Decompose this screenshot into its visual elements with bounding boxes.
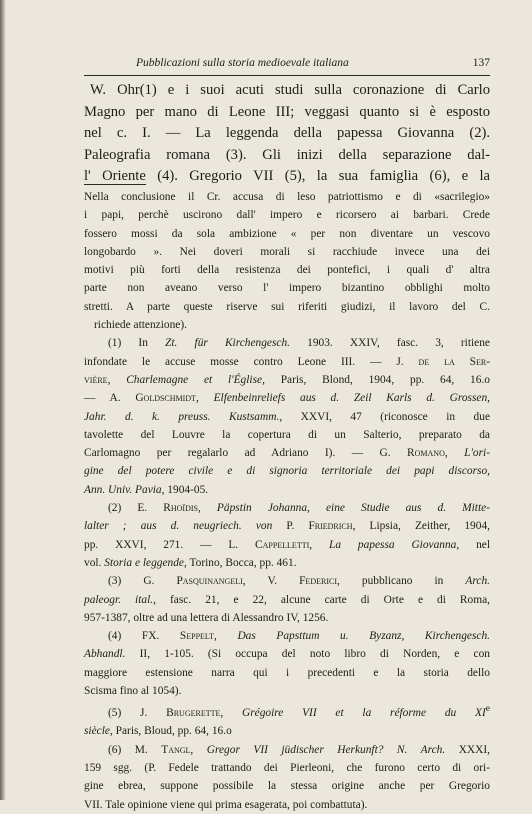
note-line: tavolette del Louvre la copertura di un Salterio, preparato da bbox=[84, 428, 490, 441]
note-text: XXXI, bbox=[445, 743, 491, 756]
author-name: Seppelt bbox=[179, 630, 214, 643]
note-line bbox=[84, 536, 490, 554]
note-line: parte non aveano verso l' impero bizantino obblighi molto bbox=[84, 282, 490, 295]
note-line: longobardo ». Nei doveri morali si racchiude invece una dei bbox=[84, 245, 490, 258]
author-name: Friedrich bbox=[308, 520, 353, 533]
note-text: (5) J. bbox=[108, 707, 167, 720]
note-text: , bbox=[190, 743, 207, 756]
note-text: 1903. XXIV, fasc. 3, ritiene bbox=[290, 337, 490, 350]
note-line bbox=[84, 353, 490, 371]
running-title: Pubblicazioni sulla storia medioevale italiana bbox=[136, 57, 349, 69]
citation-title: Zt. für Kirchengesch. bbox=[165, 337, 291, 350]
author-name: Goldschmidt bbox=[135, 392, 196, 405]
note-line bbox=[84, 554, 490, 572]
note-line: Nella conclusione il Cr. accusa di leso patriottismo e di «sacrilegio» bbox=[84, 191, 490, 203]
note-text: (2) E. bbox=[108, 502, 164, 515]
author-name: de la Ser- bbox=[418, 355, 491, 368]
author-name: Tangl bbox=[161, 743, 191, 756]
citation-title: L'ori- bbox=[464, 447, 491, 460]
note-line: 957-1387, oltre ad una lettera di Alessandro IV, 1256. bbox=[84, 611, 329, 624]
page-number: 137 bbox=[472, 57, 490, 69]
note-text: II, 1-105. (Si occupa del noto libro di Norden, e con bbox=[125, 648, 490, 661]
footnote-2 bbox=[84, 499, 490, 572]
footnotes bbox=[84, 188, 490, 814]
footnote-1 bbox=[84, 334, 490, 499]
note-text: , V. bbox=[242, 575, 300, 588]
note-line bbox=[84, 591, 490, 609]
note-line bbox=[84, 408, 490, 426]
citation-title: Grégoire VII et la réforme du XI bbox=[242, 707, 486, 720]
superscript: e bbox=[485, 704, 490, 715]
note-text: , bbox=[309, 538, 329, 551]
note-line bbox=[84, 741, 490, 759]
footnote-continuation bbox=[84, 188, 490, 334]
citation-title: Abhandl. bbox=[84, 648, 126, 661]
note-line: gine ebrea, suppone possibile la stessa origine anche per Gregorio bbox=[84, 780, 490, 793]
footnote-4 bbox=[84, 627, 490, 700]
note-line: Scisma fino al 1054). bbox=[84, 685, 182, 698]
note-line bbox=[84, 499, 490, 517]
note-line: motivi più forti della resistenza dei pontefici, i quali d' altra bbox=[84, 264, 490, 277]
citation-title: Gregor VII jüdischer Herkunft? N. Arch. bbox=[206, 743, 446, 756]
note-line bbox=[84, 481, 490, 499]
note-line bbox=[84, 722, 490, 740]
note-text: vol. bbox=[84, 556, 105, 569]
note-line bbox=[84, 334, 490, 352]
note-text: , bbox=[107, 373, 127, 386]
note-line bbox=[84, 572, 490, 590]
note-text: , Lipsia, Zeither, 1904, bbox=[352, 520, 490, 533]
note-text: , Torino, Bocca, pp. 461. bbox=[183, 556, 297, 569]
note-line bbox=[84, 517, 490, 535]
footnote-5 bbox=[84, 700, 490, 740]
note-text: Carlomagno per regalarlo ad Adriano I). — G. bbox=[84, 447, 408, 460]
main-line: Magno per mano di Leone III; veggasi quanto si è esposto bbox=[84, 103, 490, 120]
note-line bbox=[84, 627, 490, 645]
author-name: Pasquinangeli bbox=[176, 575, 243, 588]
note-text: , fasc. 21, e 22, alcune carte di Orte e di Roma, bbox=[153, 593, 490, 606]
main-line: Paleografia romana (3). Gli inizi della separazione dal- bbox=[84, 146, 490, 163]
author-name: Romano bbox=[407, 447, 445, 460]
note-line: VII. Tale opinione viene qui prima esagerata, poi combattuta). bbox=[84, 798, 368, 811]
note-text: P. bbox=[272, 520, 309, 533]
citation-title: Ann. Univ. Pavia bbox=[84, 483, 162, 496]
page-binding-edge bbox=[0, 0, 6, 800]
footnote-separator bbox=[84, 184, 146, 185]
citation-title: Das Papsttum u. Byzanz, Kirchengesch. bbox=[237, 630, 490, 643]
citation-title: Päpstin Johanna, eine Studie aus d. Mitte- bbox=[216, 502, 490, 515]
note-line bbox=[84, 645, 490, 663]
note-text: , bbox=[195, 392, 214, 405]
running-header bbox=[84, 57, 490, 76]
footnote-6 bbox=[84, 741, 490, 814]
note-text: nel bbox=[459, 538, 490, 551]
citation-title: paleogr. ital. bbox=[84, 593, 154, 606]
author-name: Brugerette bbox=[166, 707, 221, 720]
footnote-3 bbox=[84, 572, 490, 627]
main-line: l' Oriente (4). Gregorio VII (5), la sua famiglia (6), e la bbox=[84, 168, 490, 184]
note-text: (1) In bbox=[108, 337, 166, 350]
citation-title: lalter ; aus d. neugriech. von bbox=[84, 520, 273, 533]
citation-title: gine del potere civile e di signoria territoriale dei papi discorso, bbox=[84, 465, 490, 478]
note-text: , 1904-05. bbox=[161, 483, 209, 496]
citation-title: Charlemagne et l'Église bbox=[126, 373, 263, 386]
note-line: 159 sgg. (P. Fedele trattando dei Pierleoni, che furono certo di ori- bbox=[84, 762, 490, 774]
author-name: Rhoïdis bbox=[163, 502, 198, 515]
note-text: (3) G. bbox=[108, 575, 177, 588]
note-text: (4) FX. bbox=[108, 630, 180, 643]
citation-title: Jahr. d. k. preuss. Kustsamm. bbox=[84, 410, 280, 423]
citation-title: Storia e leggende bbox=[104, 556, 184, 569]
note-text: , pubblicano in bbox=[336, 575, 466, 588]
note-text: , bbox=[444, 447, 465, 460]
note-line: richiede attenzione). bbox=[94, 319, 187, 332]
note-line: fossero mossi da sola ambizione « per non diventare un vescovo bbox=[84, 227, 490, 240]
note-line: i papi, perchè uscirono dall' impero e ricorsero ai barbari. Crede bbox=[84, 209, 490, 222]
note-text: infondate le accuse mosse contro Leone III. — J. bbox=[84, 355, 419, 368]
author-name: Cappelletti bbox=[255, 538, 310, 551]
note-text: , bbox=[213, 630, 238, 643]
main-text bbox=[84, 80, 490, 188]
author-name: Federici bbox=[299, 575, 337, 588]
author-name: vière bbox=[84, 373, 108, 386]
note-line: maggiore estensione narra qui i precedenti e la storia dello bbox=[84, 666, 490, 679]
note-text: (6) M. bbox=[108, 743, 162, 756]
note-line bbox=[84, 371, 490, 389]
note-text: pp. XXVI, 271. — L. bbox=[84, 538, 255, 551]
note-text: , Paris, Blond, 1904, pp. 64, 16.o bbox=[262, 373, 490, 386]
main-line: W. Ohr(1) e i suoi acuti studi sulla coronazione di Carlo bbox=[90, 82, 490, 98]
note-text: , Paris, Bloud, pp. 64, 16.o bbox=[109, 725, 232, 738]
note-line bbox=[84, 462, 490, 480]
citation-title: Elfenbeinreliefs aus d. Zeil Karls d. Grossen, bbox=[213, 392, 491, 405]
note-text: — A. bbox=[84, 392, 136, 405]
note-line bbox=[84, 389, 490, 407]
note-text: , bbox=[197, 502, 217, 515]
note-text: , bbox=[220, 707, 242, 720]
citation-title: siècle bbox=[84, 725, 110, 738]
note-line: stretti. A parte queste riserve sui riferiti giudizi, il lavoro del C. bbox=[84, 300, 490, 313]
main-line: nel c. I. — La leggenda della papessa Giovanna (2). bbox=[84, 125, 490, 141]
citation-title: La papessa Giovanna, bbox=[328, 538, 460, 551]
note-line bbox=[84, 444, 490, 462]
citation-title: Arch. bbox=[465, 575, 490, 588]
note-line bbox=[84, 700, 490, 722]
note-text: , XXVI, 47 (riconosce in due bbox=[279, 410, 490, 423]
